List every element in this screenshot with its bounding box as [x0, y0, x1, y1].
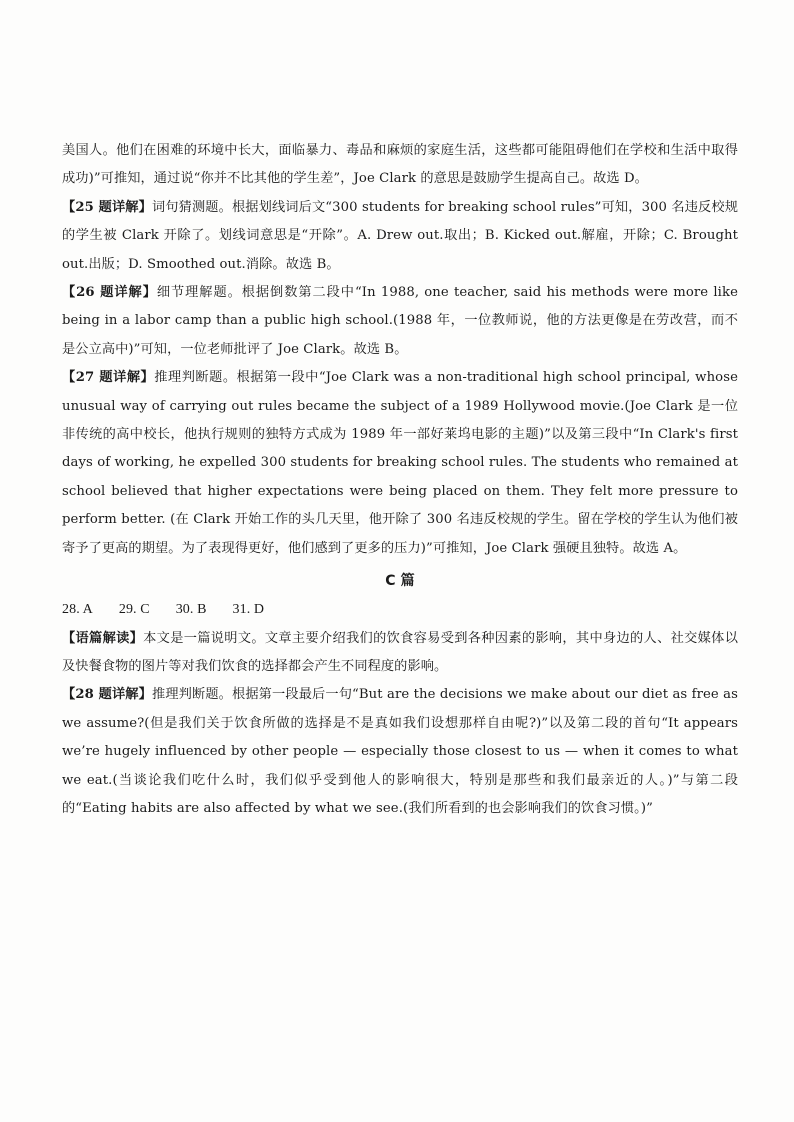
- paragraph-text-discourse: 本文是一篇说明文。文章主要介绍我们的饮食容易受到各种因素的影响，其中身边的人、社交媒体以及快餐食物的图片等对我们饮食的选择都会产生不同程度的影响。: [62, 630, 738, 674]
- paragraph-text-q28: 推理判断题。根据第一段最后一句“But are the decisions we make about our diet as free as we assume?(但是我们关于饮食所做的选择是不是真如我们设想那样自由呢?)”以及第二段的首句“It appears we’re hugely influenced by other people — especially those closest to us — when it comes to what we eat.(当谈论我们吃什么时，我们似乎受到他人的影响很大，特别是那些和我们最亲近的人。)”与第二段的“Eating habits are also affected by what we see.(我们所看到的也会影响我们的饮食习惯。)”: [62, 687, 738, 816]
- answer-28: 28. A: [62, 602, 93, 618]
- paragraph-tag-q25: 【25 题详解】: [62, 199, 152, 215]
- paragraph-q26: [62, 279, 738, 364]
- answer-30: 30. B: [175, 602, 207, 618]
- paragraph-tag-q28: 【28 题详解】: [62, 687, 152, 703]
- paragraph-q28: [62, 681, 738, 823]
- paragraph-discourse-reading: [62, 625, 738, 682]
- paragraph-text: 美国人。他们在困难的环境中长大，面临暴力、毒品和麻烦的家庭生活，这些都可能阻碍他们在学校和生活中取得成功)”可推知，通过说“你并不比其他的学生差”，Joe Clark 的意思是鼓励学生提高自己。故选 D。: [62, 143, 738, 187]
- paragraph-q27: [62, 364, 738, 563]
- document-content: [62, 137, 738, 823]
- paragraph-text-q25: 词句猜测题。根据划线词后文“300 students for breaking school rules”可知，300 名违反校规的学生被 Clark 开除了。划线词意思是“开除”。A. Drew out.取出；B. Kicked out.解雇，开除；C. Brought out.出版；D. Smoothed out.消除。故选 B。: [62, 199, 738, 272]
- paragraph-tag-q27: 【27 题详解】: [62, 370, 155, 386]
- paragraph-q25: [62, 194, 738, 279]
- section-title: C 篇: [385, 573, 415, 590]
- answer-29: 29. C: [118, 602, 150, 618]
- answer-key: [62, 596, 738, 624]
- paragraph-tag-discourse: 【语篇解读】: [62, 630, 144, 646]
- paragraph-text-q27: 推理判断题。根据第一段中“Joe Clark was a non-traditional high school principal, whose unusual way of carrying out rules became the subject of a 1989 Hollywood movie.(Joe Clark 是一位非传统的高中校长，他执行规则的独特方式成为 1989 年一部好莱坞电影的主题)”以及第三段中“In Clark's first days of working, he expelled 300 students for breaking school rules. The students who remained at school believed that higher expectations were being placed on them. They felt more pressure to perform better. (在 Clark 开始工作的头几天里，他开除了 300 名违反校规的学生。留在学校的学生认为他们被寄予了更高的期望。为了表现得更好，他们感到了更多的压力)”可推知，Joe Clark 强硬且独特。故选 A。: [62, 370, 738, 556]
- answer-31: 31. D: [232, 602, 265, 618]
- paragraph-text-q26: 细节理解题。根据倒数第二段中“In 1988, one teacher, said his methods were more like being in a labor camp than a public high school.(1988 年，一位教师说，他的方法更像是在劳改营，而不是公立高中)”可知，一位老师批评了 Joe Clark。故选 B。: [62, 285, 738, 357]
- paragraph-tag-q26: 【26 题详解】: [62, 285, 157, 301]
- paragraph-continuation: [62, 137, 738, 194]
